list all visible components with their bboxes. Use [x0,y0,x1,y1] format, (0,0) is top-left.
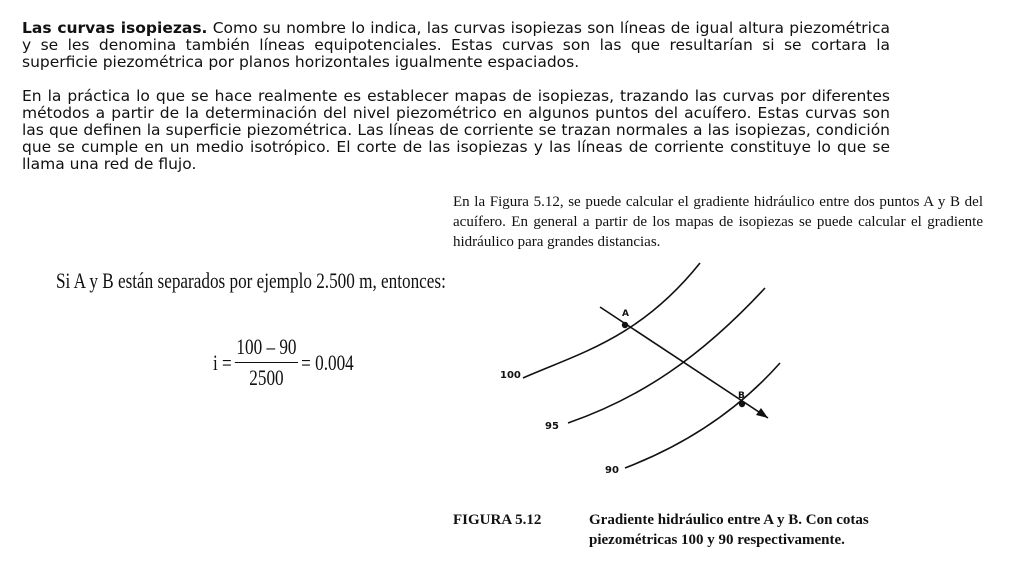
point-b-label: B [738,391,745,401]
point-a-marker [622,322,628,328]
gradient-formula [213,334,354,391]
formula-rhs: = 0.004 [301,349,354,375]
contour-label-95: 95 [545,421,559,432]
caption-text-line1: Gradiente hidráulico entre A y B. Con cotas [589,512,869,528]
paragraph-body: Como su nombre lo indica, las curvas isopiezas son líneas de igual altura piezométrica y se les denomina también líneas equipotenciales. Estas curvas son las que resultarían si se cortara la superficie piezométrica por planos horizontales igualmente espaciados. [22,19,890,71]
point-a-label: A [622,309,629,319]
example-statement: Si A y B están separados por ejemplo 2.500 m, entonces: [56,268,446,293]
paragraph-isopiezas [22,20,890,71]
caption-label: FIGURA 5.12 [453,512,542,528]
formula-lhs: i = [213,349,232,375]
formula-numerator: 100 – 90 [235,334,298,363]
contour-label-90: 90 [605,465,619,476]
caption-text-line2: piezométricas 100 y 90 respectivamente. [589,532,845,548]
formula-fraction [235,334,298,391]
paragraph-mapas: En la práctica lo que se hace realmente es establecer mapas de isopiezas, trazando las curvas por diferentes métodos a partir de la determinación del nivel piezométrico en algunos puntos del acuífero. Estas curvas son las que definen la superficie piezométrica. Las líneas de corriente se trazan normales a las isopiezas, condición que se cumple en un medio isotrópico. El corte de las isopiezas y las líneas de corriente constituye lo que se llama una red de flujo. [22,87,890,173]
paragraph-heading: Las curvas isopiezas. [22,19,208,37]
figure-intro-text: En la Figura 5.12, se puede calcular el gradiente hidráulico entre dos puntos A y B del acuífero. En general a partir de los mapas de isopiezas se puede calcular el gradiente hidráulico para grandes distancias. [453,194,983,250]
contour-90 [625,363,780,468]
formula-denominator: 2500 [249,365,284,390]
flow-arrow-icon [756,408,768,418]
contour-100 [523,263,700,378]
contour-95 [568,288,765,423]
contour-label-100: 100 [500,370,521,381]
point-b-marker [739,401,745,407]
isopiezas-diagram [490,258,790,488]
